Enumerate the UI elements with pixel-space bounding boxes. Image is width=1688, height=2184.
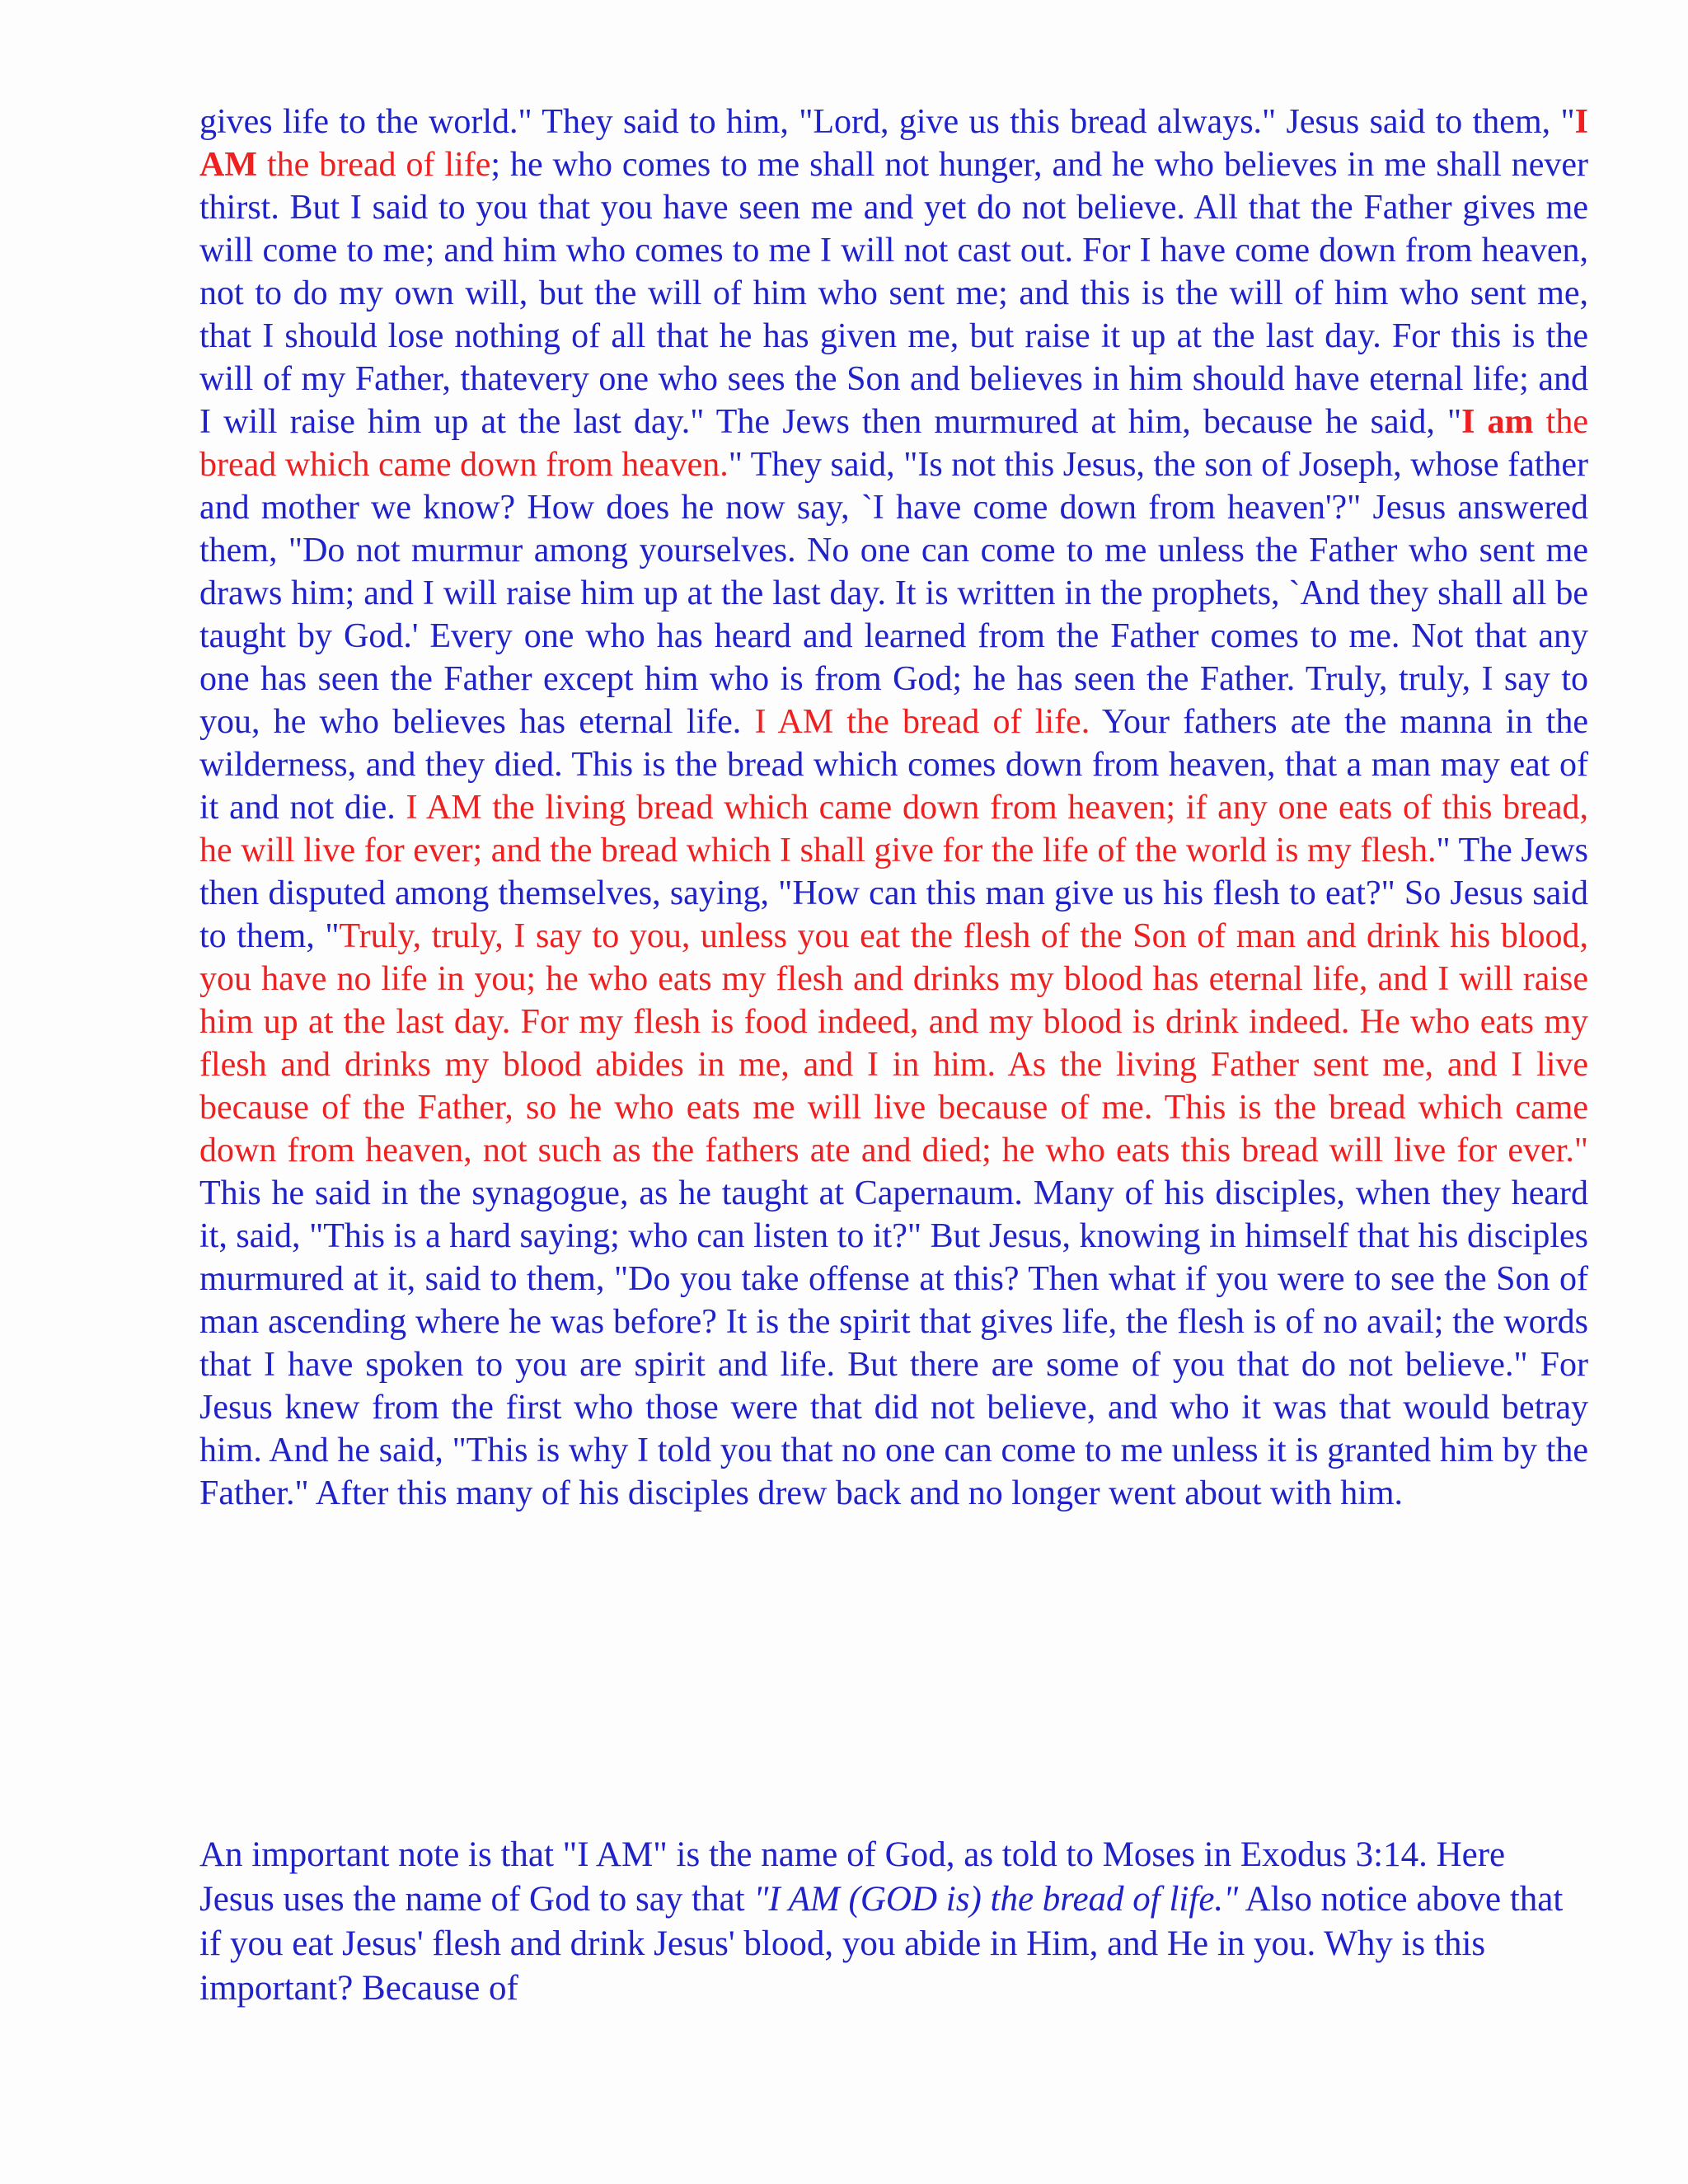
note-italic-quote: "I AM (GOD is) the bread of life." bbox=[753, 1880, 1239, 1919]
i-am-emphasis: I am bbox=[1461, 403, 1534, 441]
passage-text: " The Jews then disputed among themselves, saying, "How can this man give us his flesh to eat?" So Jesus said to them, " bbox=[199, 832, 1588, 955]
quote-highlight: I AM the living bread which came down from heaven; if any one eats of this bread, he will live for ever; and the bread which I shall give for the life of the world is my flesh. bbox=[199, 789, 1588, 869]
note-text: An important note is that "I AM" is the name of God, as told to Moses in Exodus 3:14. Here Jesus uses the name of God to say that bbox=[199, 1835, 1506, 1919]
quote-highlight: the bread which came down from heaven. bbox=[199, 403, 1588, 484]
commentary-note bbox=[199, 1833, 1588, 2011]
passage-text: " They said, "Is not this Jesus, the son of Joseph, whose father and mother we know? How does he now say, `I have come down from heaven'?" Jesus answered them, "Do not murmur among yourselves. No one can come to me unless the Father who sent me draws him; and I will raise him up at the last day. It is written in the prophets, `And they shall all be taught by God.' Every one who has heard and learned from the Father comes to me. Not that any one has seen the Father except him who is from God; he has seen the Father. Truly, truly, I say to you, he who believes has eternal life. bbox=[199, 446, 1589, 741]
passage-text: gives life to the world." They said to him, "Lord, give us this bread always." Jesus said to them, " bbox=[199, 103, 1575, 141]
quote-highlight: the bread of life bbox=[256, 146, 491, 184]
quote-highlight: I AM the bread of life. bbox=[754, 703, 1090, 741]
i-am-emphasis: I AM bbox=[199, 103, 1588, 184]
passage-text: Your fathers ate the manna in the wilderness, and they died. This is the bread which comes down from heaven, that a man may eat of it and not die. bbox=[199, 703, 1588, 827]
scripture-passage bbox=[199, 101, 1588, 1515]
passage-text: ; he who comes to me shall not hunger, and he who believes in me shall never thirst. But I said to you that you have seen me and yet do not believe. All that the Father gives me will come to me; and him who comes to me I will not cast out. For I have come down from heaven, not to do my own will, but the will of him who sent me; and this is the will of him who sent me, that I should lose nothing of all that he has given me, but raise it up at the last day. For this is the will of my Father, thatevery one who sees the Son and believes in him should have eternal life; and I will raise him up at the last day." The Jews then murmured at him, because he said, " bbox=[199, 146, 1588, 441]
passage-text: This he said in the synagogue, as he taught at Capernaum. Many of his disciples, when they heard it, said, "This is a hard saying; who can listen to it?" But Jesus, knowing in himself that his disciples murmured at it, said to them, "Do you take offense at this? Then what if you were to see the Son of man ascending where he was before? It is the spirit that gives life, the flesh is of no avail; the words that I have spoken to you are spirit and life. But there are some of you that do not believe." For Jesus knew from the first who those were that did not believe, and who it was that would betray him. And he said, "This is why I told you that no one can come to me unless it is granted him by the Father." After this many of his disciples drew back and no longer went about with him. bbox=[199, 1174, 1588, 1512]
quote-highlight: Truly, truly, I say to you, unless you eat the flesh of the Son of man and drink his blood, you have no life in you; he who eats my flesh and drinks my blood has eternal life, and I will raise him up at the last day. For my flesh is food indeed, and my blood is drink indeed. He who eats my flesh and drinks my blood abides in me, and I in him. As the living Father sent me, and I live because of the Father, so he who eats me will live because of me. This is the bread which came down from heaven, not such as the fathers ate and died; he who eats this bread will live for ever." bbox=[199, 917, 1589, 1169]
note-text: Also notice above that if you eat Jesus' flesh and drink Jesus' blood, you abide in Him, and He in you. Why is this important? Because of bbox=[199, 1880, 1564, 2008]
